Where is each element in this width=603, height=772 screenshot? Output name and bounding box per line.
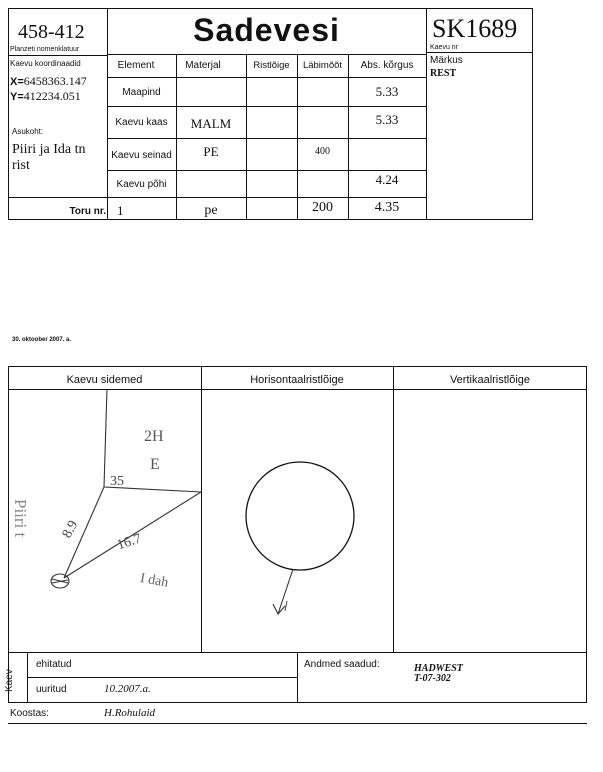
table-cell-elevation: 4.24	[375, 172, 399, 187]
table-divider	[107, 106, 426, 107]
data-obtained-value-1: HADWEST	[414, 663, 463, 674]
remarks-value: REST	[430, 68, 457, 79]
location-label: Asukoht:	[12, 127, 44, 136]
data-obtained-value-2: T-07-302	[414, 673, 451, 684]
surveyed-label: uuritud	[36, 684, 67, 695]
divider	[297, 652, 298, 702]
table-divider	[176, 54, 177, 220]
sketch-label-ida: I dah	[138, 570, 170, 591]
table-cell-elevation: 5.33	[375, 112, 399, 127]
table-header-diameter: Läbimõõt	[302, 60, 343, 71]
coordinates-label: Kaevu koordinaadid	[10, 59, 81, 68]
connections-sketch	[8, 389, 201, 652]
table-cell-elevation: 5.33	[375, 84, 399, 99]
sketch-label-2h: 2H	[144, 428, 164, 445]
table-divider	[107, 170, 426, 171]
divider	[8, 723, 587, 724]
table-header-elevation: Abs. kõrgus	[360, 60, 414, 71]
table-cell-element: Maapind	[122, 87, 161, 98]
divider	[393, 366, 394, 652]
arrow-head-icon	[273, 604, 285, 614]
pipe-number: 1	[117, 203, 124, 218]
coordinate-y-label: Y=	[10, 91, 24, 103]
table-cell-material: PE	[203, 144, 219, 159]
compiled-label: Koostas:	[10, 708, 49, 719]
pipe-material: pe	[204, 203, 218, 218]
coordinate-y-value: 412234.051	[23, 89, 81, 103]
table-header-material: Materjal	[185, 60, 221, 71]
built-label: ehitatud	[36, 659, 72, 670]
table-cell-element: Kaevu põhi	[116, 179, 167, 190]
sketch-label-e: E	[150, 456, 160, 473]
data-obtained-label: Andmed saadud:	[304, 659, 380, 670]
manhole-circle	[246, 462, 354, 570]
table-cell-element: Kaevu seinad	[111, 150, 172, 161]
table-divider	[348, 54, 349, 220]
table-divider	[107, 138, 426, 139]
coordinate-x	[10, 74, 87, 89]
location-value-line1: Piiri ja Ida tn	[12, 142, 86, 157]
kaev-label: Kaev	[4, 669, 15, 692]
table-header-cross-section: Ristlõige	[253, 60, 290, 71]
table-cell-element: Kaevu kaas	[115, 117, 168, 128]
sketch-label-35: 35	[110, 474, 124, 489]
horizontal-section-drawing	[201, 389, 393, 652]
sketch-label-167: 16.7	[115, 531, 144, 554]
divider	[27, 677, 297, 678]
compiled-value: H.Rohulaid	[104, 707, 156, 719]
table-divider	[246, 54, 247, 220]
coordinate-x-label: X=	[10, 76, 24, 88]
divider	[107, 54, 426, 55]
coordinate-y	[10, 89, 81, 104]
date-line: 30. oktoober 2007. a.	[12, 337, 72, 343]
remarks-label: Märkus	[430, 55, 463, 66]
sketch-line	[285, 601, 287, 611]
sketch-label-piiri: Piiri t	[11, 499, 30, 538]
nomenclature-value: 458-412	[18, 21, 85, 43]
table-cell-material: MALM	[190, 116, 232, 131]
pipe-diameter: 200	[312, 200, 333, 215]
well-number-label: Kaevu nr	[430, 44, 459, 51]
location-value-line2: rist	[12, 158, 30, 173]
coordinate-x-value: 6458363.147	[23, 74, 87, 88]
pipe-row-label: Toru nr.	[69, 206, 106, 217]
section-vertical: Vertikaalristlõige	[449, 374, 531, 386]
divider	[8, 55, 107, 56]
pipe-elevation: 4.35	[374, 200, 400, 215]
sketch-label-89: 8.9	[59, 518, 82, 541]
nomenclature-label: Planzeti nomenklatuur	[10, 46, 80, 53]
divider	[8, 702, 587, 703]
surveyed-value: 10.2007.a.	[104, 683, 151, 695]
table-header-element: Element	[117, 60, 155, 71]
table-divider	[297, 54, 298, 220]
well-number-value: SK1689	[432, 14, 518, 43]
section-horizontal: Horisontaalristlõige	[250, 374, 344, 386]
divider	[426, 52, 533, 53]
table-divider	[107, 77, 426, 78]
table-divider	[8, 197, 426, 198]
table-cell-diameter: 400	[315, 146, 330, 157]
page-title: Sadevesi	[193, 12, 340, 48]
section-connections: Kaevu sidemed	[66, 374, 143, 386]
divider	[426, 8, 427, 220]
